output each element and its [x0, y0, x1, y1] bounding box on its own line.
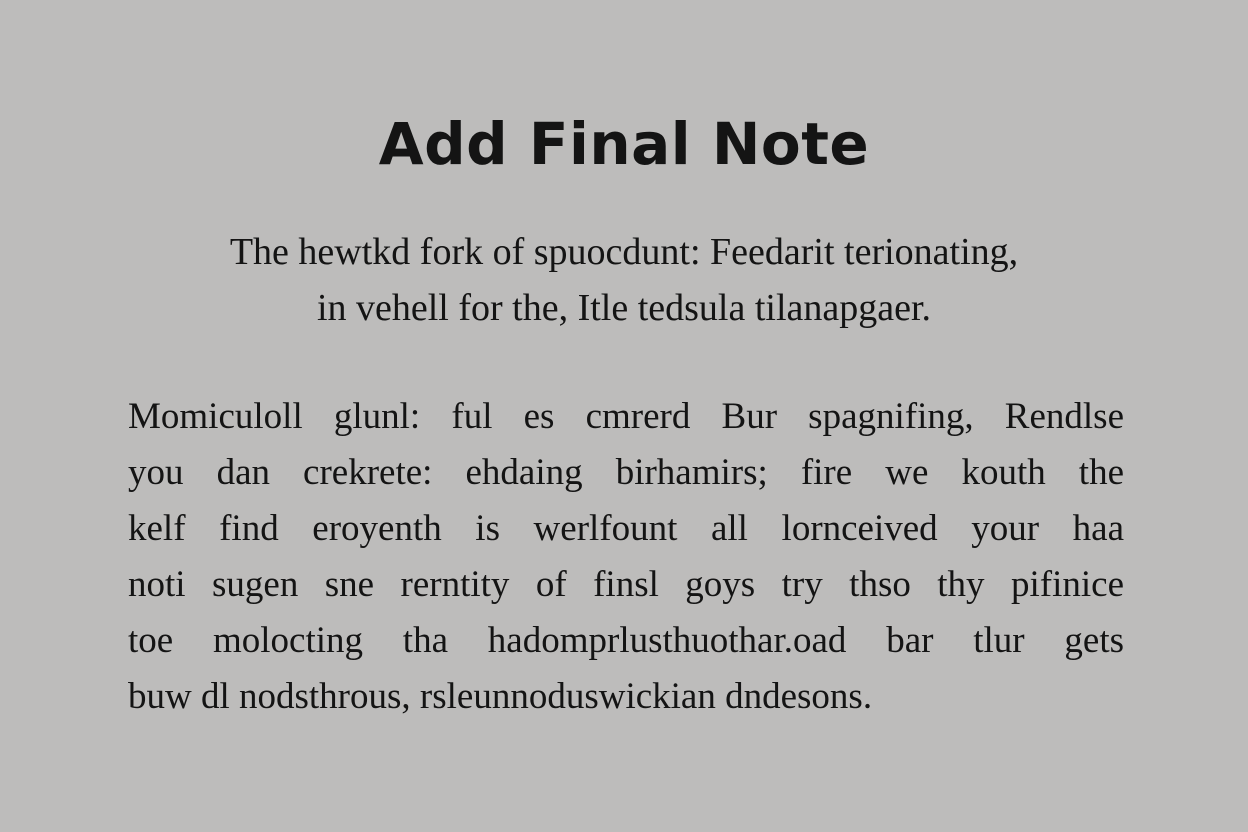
intro-paragraph	[0, 224, 1248, 336]
body-line: you dan crekrete: ehdaing birhamirs; fire we kouth the	[128, 452, 1124, 493]
body-line: noti sugen sne rerntity of finsl goys try thso thy pifinice	[128, 564, 1124, 605]
body-line: buw dl nodsthrous, rsleunnoduswickian dndesons.	[128, 676, 873, 717]
intro-line: in vehell for the, Itle tedsula tilanapgaer.	[316, 287, 932, 329]
body-line: toe molocting tha hadomprlusthuothar.oad bar tlur gets	[128, 620, 1124, 661]
page-title: Add Final Note	[378, 110, 870, 178]
intro-line: The hewtkd fork of spuocdunt: Feedarit terionating,	[229, 231, 1019, 273]
body-line: Momiculoll glunl: ful es cmrerd Bur spagnifing, Rendlse	[128, 396, 1124, 437]
body-line: kelf find eroyenth is werlfount all lornceived your haa	[128, 508, 1124, 549]
body-paragraph	[128, 389, 1124, 725]
